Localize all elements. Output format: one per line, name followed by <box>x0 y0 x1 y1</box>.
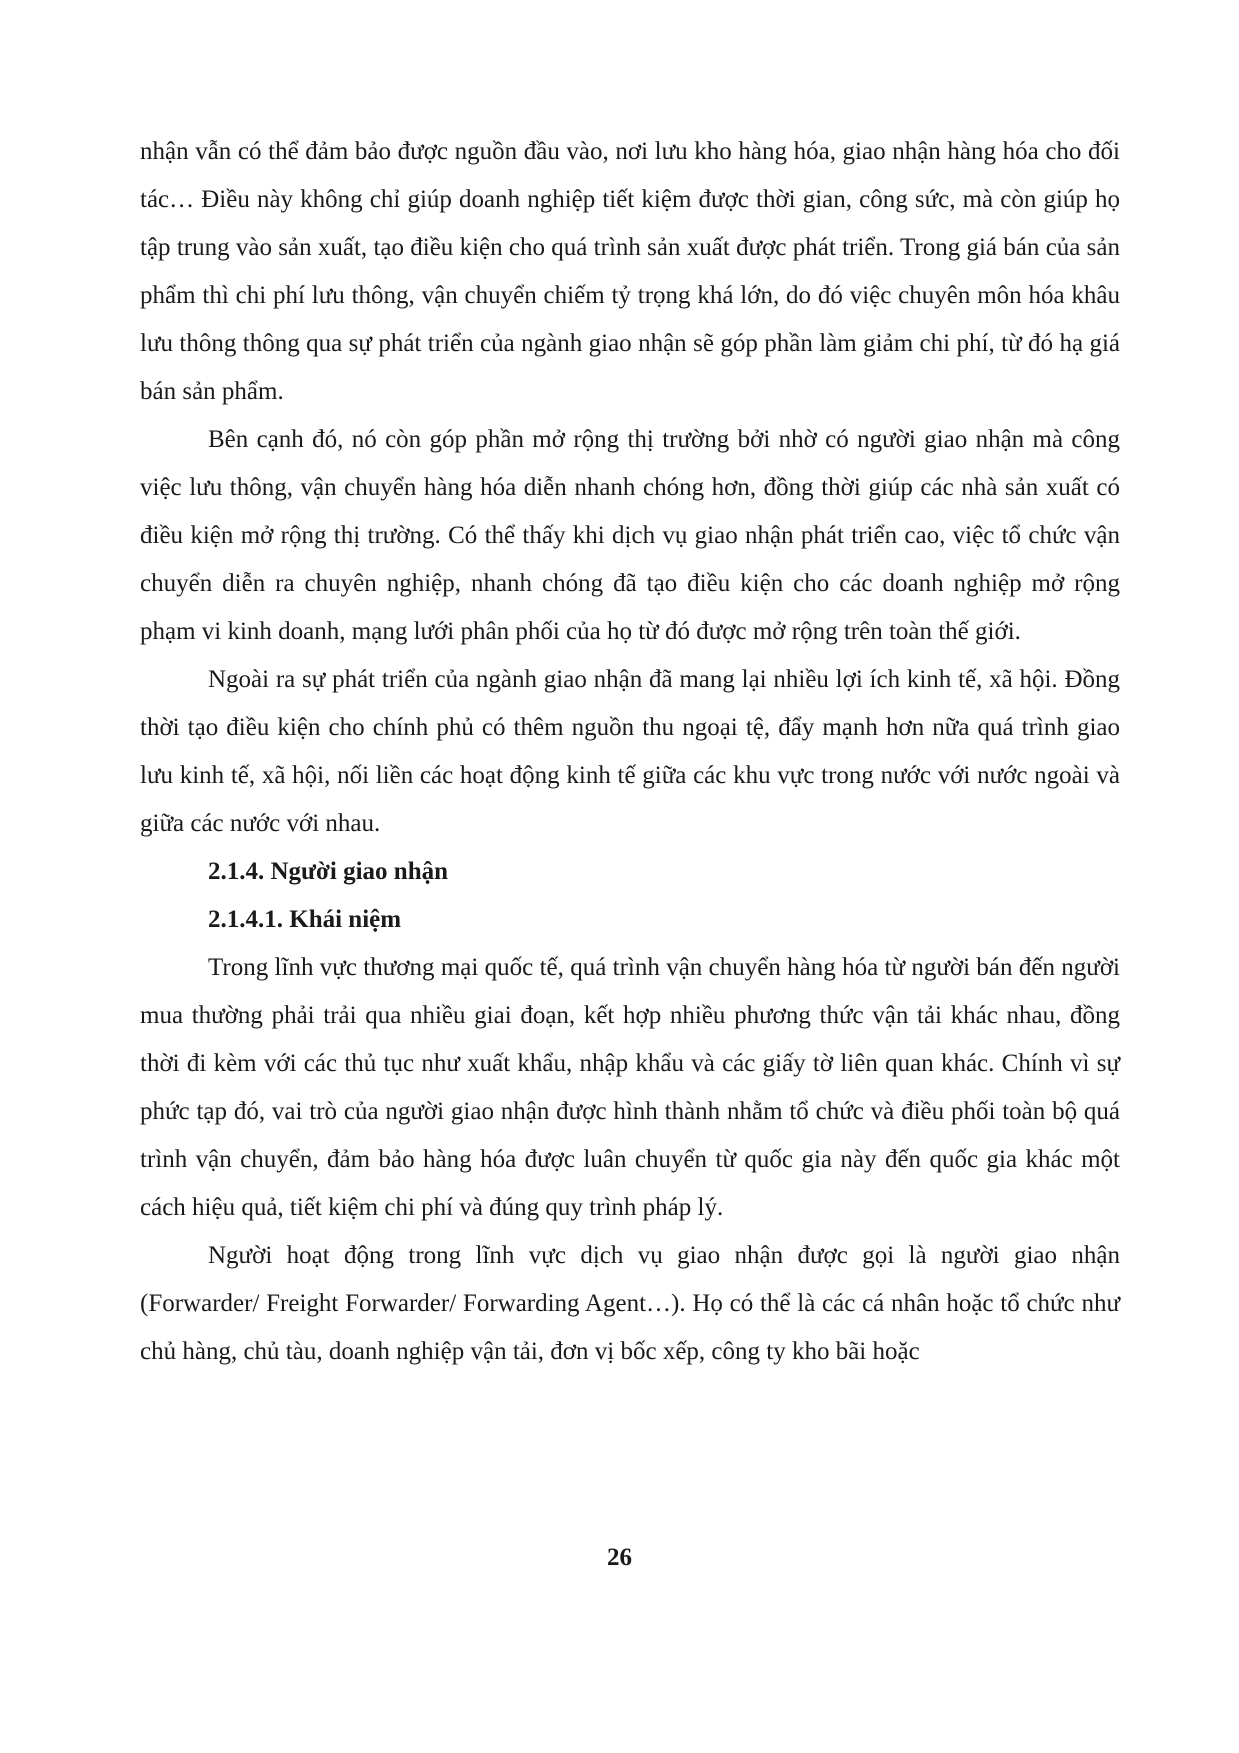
paragraph-market-expansion: Bên cạnh đó, nó còn góp phần mở rộng thị trường bởi nhờ có người giao nhận mà công việc lưu thông, vận chuyển hàng hóa diễn nhanh chóng hơn, đồng thời giúp các nhà sản xuất có điều kiện mở rộng thị trường. Có thể thấy khi dịch vụ giao nhận phát triển cao, việc tổ chức vận chuyển diễn ra chuyên nghiệp, nhanh chóng đã tạo điều kiện cho các doanh nghiệp mở rộng phạm vi kinh doanh, mạng lưới phân phối của họ từ đó được mở rộng trên toàn thế giới. <box>140 426 1120 645</box>
section-heading: 2.1.4. Người giao nhận <box>208 858 449 885</box>
paragraph-continuation: nhận vẫn có thể đảm bảo được nguồn đầu vào, nơi lưu kho hàng hóa, giao nhận hàng hóa cho đối tác… Điều này không chỉ giúp doanh nghiệp tiết kiệm được thời gian, công sức, mà còn giúp họ tập trung vào sản xuất, tạo điều kiện cho quá trình sản xuất được phát triển. Trong giá bán của sản phẩm thì chi phí lưu thông, vận chuyển chiếm tỷ trọng khá lớn, do đó việc chuyên môn hóa khâu lưu thông thông qua sự phát triển của ngành giao nhận sẽ góp phần làm giảm chi phí, từ đó hạ giá bán sản phẩm. <box>140 138 1120 405</box>
subsection-heading: 2.1.4.1. Khái niệm <box>208 906 402 933</box>
paragraph-forwarder-definition: Người hoạt động trong lĩnh vực dịch vụ giao nhận được gọi là người giao nhận (Forwarder/ Freight Forwarder/ Forwarding Agent…). Họ có thể là các cá nhân hoặc tổ chức như chủ hàng, chủ tàu, doanh nghiệp vận tải, đơn vị bốc xếp, công ty kho bãi hoặc <box>140 1242 1120 1365</box>
paragraph-concept: Trong lĩnh vực thương mại quốc tế, quá trình vận chuyển hàng hóa từ người bán đến người mua thường phải trải qua nhiều giai đoạn, kết hợp nhiều phương thức vận tải khác nhau, đồng thời đi kèm với các thủ tục như xuất khẩu, nhập khẩu và các giấy tờ liên quan khác. Chính vì sự phức tạp đó, vai trò của người giao nhận được hình thành nhằm tổ chức và điều phối toàn bộ quá trình vận chuyển, đảm bảo hàng hóa được luân chuyển từ quốc gia này đến quốc gia khác một cách hiệu quả, tiết kiệm chi phí và đúng quy trình pháp lý. <box>140 954 1120 1221</box>
page-content <box>140 128 1120 1376</box>
page-number: 26 <box>607 1544 632 1571</box>
paragraph-socio-economic-benefits: Ngoài ra sự phát triển của ngành giao nhận đã mang lại nhiều lợi ích kinh tế, xã hội. Đồng thời tạo điều kiện cho chính phủ có thêm nguồn thu ngoại tệ, đẩy mạnh hơn nữa quá trình giao lưu kinh tế, xã hội, nối liền các hoạt động kinh tế giữa các khu vực trong nước với nước ngoài và giữa các nước với nhau. <box>140 666 1120 837</box>
